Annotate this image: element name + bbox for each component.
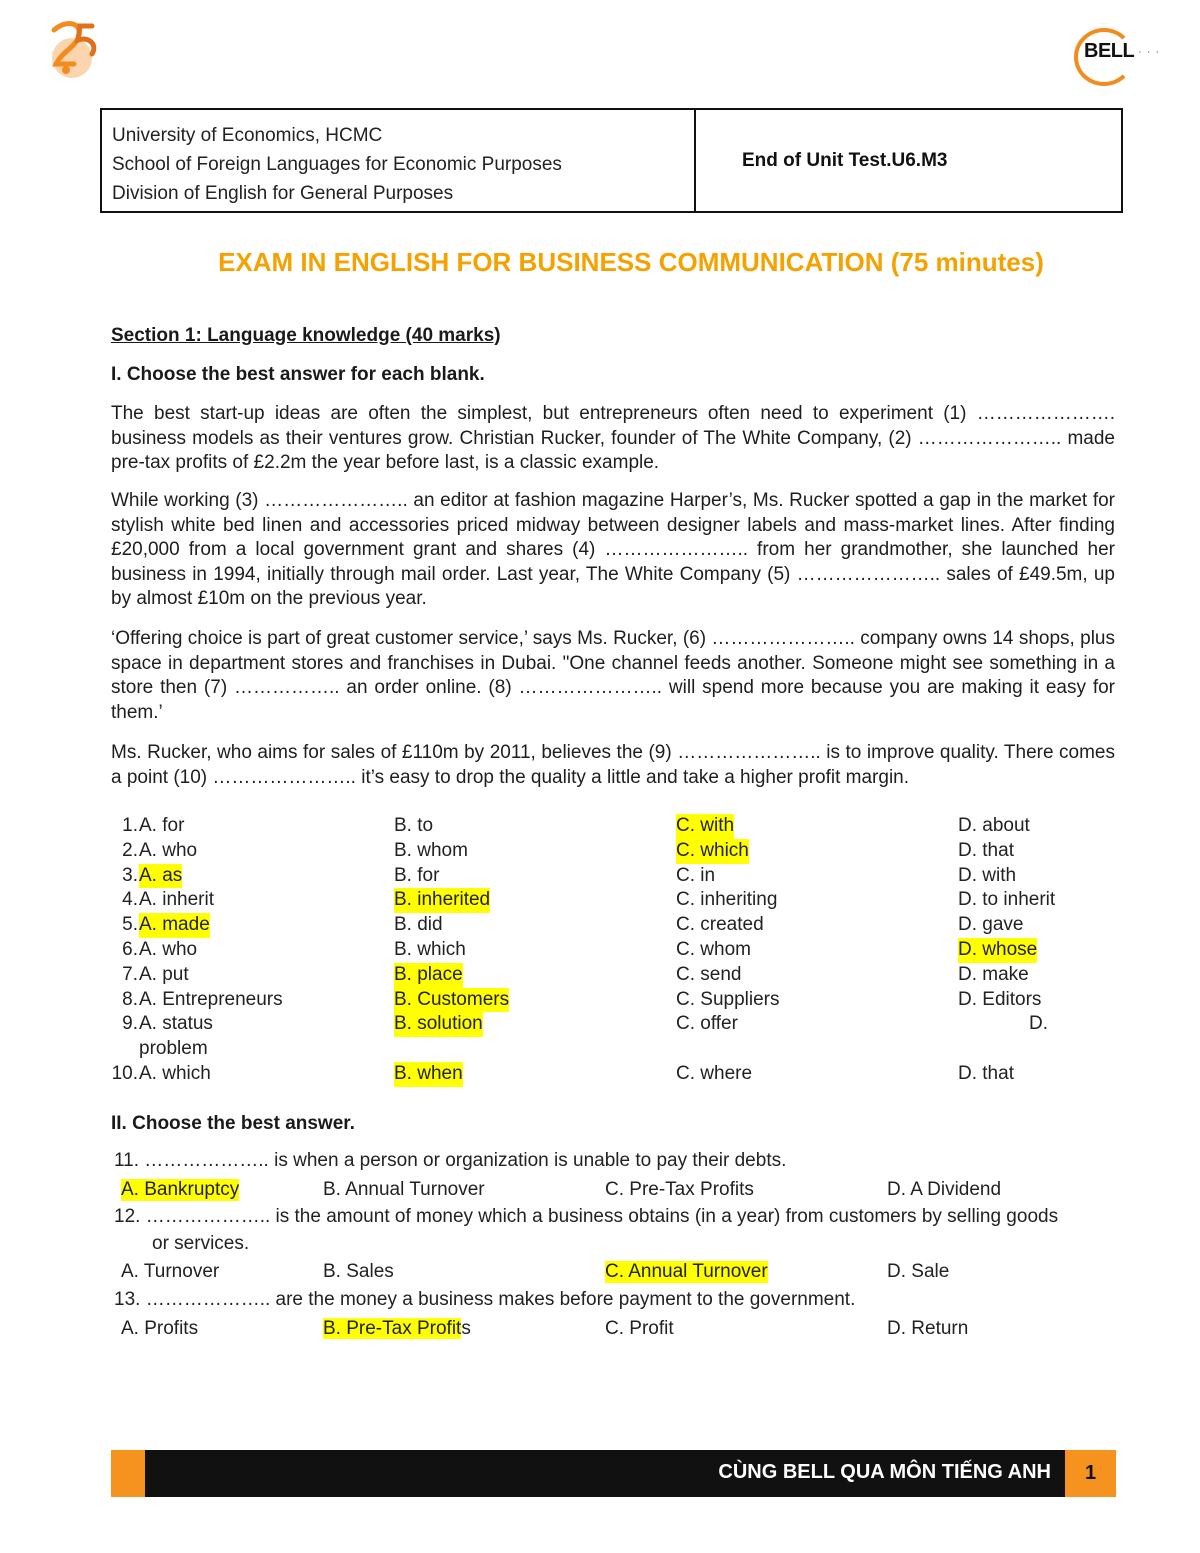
- q13-option-b[interactable]: [323, 1318, 471, 1340]
- q12-option-a[interactable]: A. Turnover: [121, 1261, 220, 1282]
- q13-option-d[interactable]: D. Return: [887, 1318, 969, 1339]
- question-number: 6.: [122, 938, 138, 960]
- q13-option-a[interactable]: A. Profits: [121, 1318, 199, 1339]
- option-wrap-text: problem: [139, 1038, 208, 1060]
- q13-option-c[interactable]: C. Profit: [605, 1318, 674, 1339]
- question-12-stem: 12. ……………….. is the amount of money which a business obtains (in a year) from customers by selling goods: [114, 1206, 1059, 1227]
- option-d[interactable]: D. that: [958, 839, 1014, 861]
- option-b[interactable]: B. when: [394, 1062, 463, 1087]
- option-a[interactable]: A. status: [139, 1013, 213, 1035]
- school-name: School of Foreign Languages for Economic Purposes: [112, 154, 562, 175]
- option-d[interactable]: D. to inherit: [958, 889, 1056, 911]
- answer-row-wrap: [104, 1037, 1116, 1062]
- option-d[interactable]: D. whose: [958, 938, 1037, 963]
- option-c[interactable]: C. where: [676, 1062, 753, 1084]
- option-a[interactable]: A. as: [139, 864, 182, 889]
- header-table: [100, 108, 1123, 213]
- option-c[interactable]: C. created: [676, 914, 764, 936]
- option-a[interactable]: A. inherit: [139, 889, 214, 911]
- exam-title: EXAM IN ENGLISH FOR BUSINESS COMMUNICATION (75 minutes): [218, 247, 1044, 277]
- option-d[interactable]: D. that: [958, 1062, 1014, 1084]
- q11-option-b[interactable]: B. Annual Turnover: [323, 1179, 485, 1200]
- bell-logo-dots: · · ·: [1138, 46, 1161, 58]
- test-name-cell: [696, 110, 1121, 211]
- option-d[interactable]: D. make: [958, 963, 1029, 985]
- passage-paragraph-2: While working (3) ………………….. an editor at fashion magazine Harper’s, Ms. Rucker spotted a gap in the market for stylish white bed linen and accessories priced midway between designer labels and mass-market lines. After finding £20,000 from a local government grant and shares (4) ………………….. from her grandmother, she launched her business in 1994, initially through mail order. Last year, The White Company (5) ………………….. sales of £49.5m, up by almost £10m on the previous year.: [111, 490, 1115, 609]
- option-b[interactable]: B. Customers: [394, 988, 509, 1013]
- option-b[interactable]: B. place: [394, 963, 463, 988]
- passage-paragraph-4: Ms. Rucker, who aims for sales of £110m by 2011, believes the (9) ………………….. is to improve quality. There comes a point (10) ………………….. it’s easy to drop the quality a little and take a higher profit margin.: [111, 742, 1115, 788]
- question-number: 10.: [111, 1062, 138, 1084]
- option-c[interactable]: C. in: [676, 864, 716, 886]
- option-c[interactable]: C. Suppliers: [676, 988, 780, 1010]
- answer-row: [104, 988, 1116, 1013]
- option-b[interactable]: B. inherited: [394, 888, 490, 913]
- bell-club-logo: [1072, 26, 1172, 82]
- answer-row: [104, 1012, 1116, 1037]
- answer-row: [104, 913, 1116, 938]
- university-name: University of Economics, HCMC: [112, 125, 383, 146]
- option-c[interactable]: C. send: [676, 963, 742, 985]
- passage-paragraph-3: ‘Offering choice is part of great customer service,’ says Ms. Rucker, (6) ………………….. company owns 14 shops, plus space in department stores and franchises in Dubai. "One channel feeds another. Someone might see something in a store then (7) …………….. an order online. (8) ………………….. will spend more because you are making it easy for them.’: [111, 628, 1115, 723]
- question-number: 8.: [122, 988, 138, 1010]
- option-d[interactable]: D. about: [958, 815, 1030, 836]
- answer-row: [104, 938, 1116, 963]
- option-a[interactable]: A. for: [139, 815, 185, 836]
- question-12-stem-cont: or services.: [152, 1233, 250, 1254]
- q13-option-b-rest: s: [461, 1318, 471, 1339]
- question-number: 5.: [122, 914, 138, 936]
- answer-row: [104, 963, 1116, 988]
- option-b[interactable]: B. for: [394, 864, 440, 886]
- bell-logo-text: BELL: [1084, 40, 1135, 62]
- question-13-stem: 13. ……………….. are the money a business makes before payment to the government.: [114, 1289, 856, 1310]
- part2-heading: II. Choose the best answer.: [111, 1113, 355, 1134]
- institution-cell: [102, 110, 696, 211]
- option-b[interactable]: B. solution: [394, 1012, 483, 1037]
- answer-row: [104, 839, 1116, 864]
- option-c[interactable]: C. which: [676, 839, 749, 864]
- question-number: 1.: [122, 815, 138, 836]
- answer-row: [104, 814, 1116, 839]
- answer-row: [104, 888, 1116, 913]
- option-c[interactable]: C. with: [676, 814, 734, 839]
- answer-row: [104, 864, 1116, 889]
- option-d[interactable]: D. with: [958, 864, 1017, 886]
- option-b[interactable]: B. which: [394, 938, 466, 960]
- question-number: 7.: [122, 963, 138, 985]
- option-c[interactable]: C. inheriting: [676, 889, 778, 911]
- option-c[interactable]: C. whom: [676, 938, 751, 960]
- q11-option-d[interactable]: D. A Dividend: [887, 1179, 1002, 1200]
- option-d[interactable]: D. gave: [958, 914, 1024, 936]
- q11-option-c[interactable]: C. Pre-Tax Profits: [605, 1179, 754, 1200]
- section-title: Section 1: Language knowledge (40 marks): [111, 325, 501, 346]
- division-name: Division of English for General Purposes: [112, 183, 454, 204]
- option-d[interactable]: D.: [1029, 1013, 1048, 1035]
- footer-accent-block: [111, 1450, 145, 1497]
- answer-options-table: [104, 814, 1116, 1087]
- footer-slogan: CÙNG BELL QUA MÔN TIẾNG ANH: [718, 1461, 1051, 1483]
- passage-paragraph-1: The best start-up ideas are often the simplest, but entrepreneurs often need to experiment (1) …………………. business models as their ventures grow. Christian Rucker, founder of The White Company, (2) ………………….. made pre-tax profits of £2.2m the year before last, is a classic example.: [111, 403, 1115, 473]
- university-25-logo: [44, 18, 100, 82]
- option-a[interactable]: A. who: [139, 839, 198, 861]
- option-b[interactable]: B. whom: [394, 839, 468, 861]
- question-11-stem: 11. ……………….. is when a person or organization is unable to pay their debts.: [114, 1150, 787, 1171]
- question-number: 9.: [122, 1013, 138, 1035]
- q12-option-b[interactable]: B. Sales: [323, 1261, 394, 1282]
- q12-option-c[interactable]: C. Annual Turnover: [605, 1261, 768, 1282]
- option-a[interactable]: A. made: [139, 913, 210, 938]
- q11-option-a[interactable]: A. Bankruptcy: [121, 1179, 240, 1200]
- option-b[interactable]: B. did: [394, 914, 443, 936]
- option-b[interactable]: B. to: [394, 815, 434, 836]
- option-a[interactable]: A. put: [139, 963, 189, 985]
- part1-heading: I. Choose the best answer for each blank.: [111, 364, 485, 385]
- test-name: End of Unit Test.U6.M3: [742, 149, 948, 171]
- question-number: 3.: [122, 864, 138, 886]
- option-c[interactable]: C. offer: [676, 1013, 738, 1035]
- q13-option-b-highlight: B. Pre-Tax Profit: [323, 1318, 462, 1339]
- question-number: 4.: [122, 889, 138, 911]
- q12-option-d[interactable]: D. Sale: [887, 1261, 950, 1282]
- question-number: 2.: [122, 839, 138, 861]
- page-number: 1: [1065, 1450, 1116, 1497]
- footer-bar: [145, 1450, 1065, 1497]
- option-a[interactable]: A. Entrepreneurs: [139, 988, 283, 1010]
- answer-row: [104, 1062, 1116, 1087]
- option-a[interactable]: A. who: [139, 938, 198, 960]
- option-a[interactable]: A. which: [139, 1062, 211, 1084]
- option-d[interactable]: D. Editors: [958, 988, 1042, 1010]
